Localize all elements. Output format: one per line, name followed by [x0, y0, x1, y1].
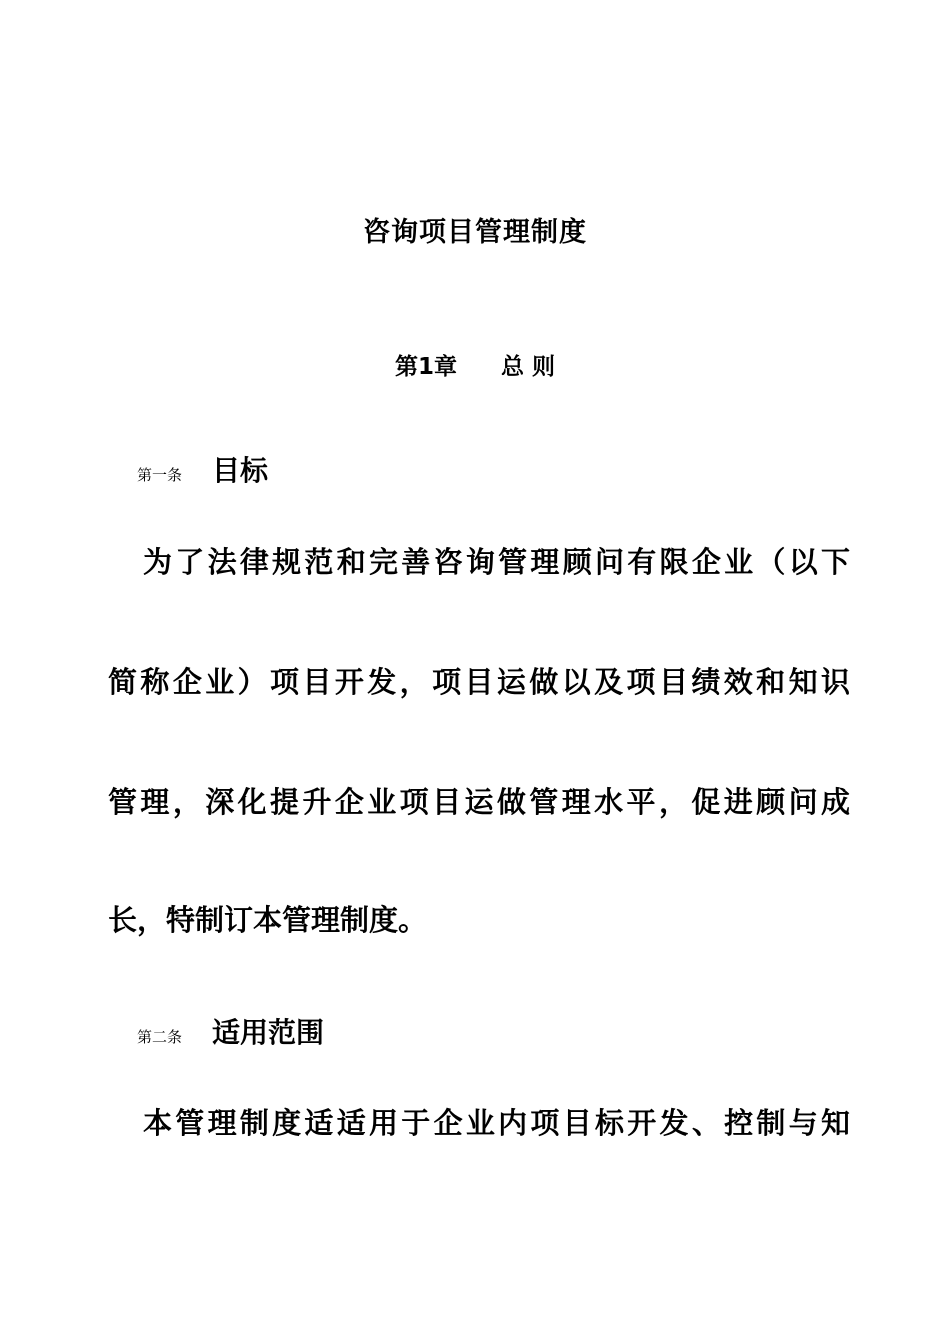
- article-1-title: 目标: [212, 454, 269, 487]
- article-1-line-3: 管理，深化提升企业项目运做管理水平，促进顾问成: [108, 785, 850, 819]
- chapter-heading: [0, 348, 950, 381]
- chapter-number: 第1章: [394, 354, 457, 380]
- article-2-line-1: 本管理制度适适用于企业内项目标开发、控制与知: [143, 1106, 850, 1140]
- article-1-line-2: 简称企业）项目开发，项目运做以及项目绩效和知识: [108, 665, 850, 699]
- article-2-number: 第二条: [137, 1028, 183, 1046]
- article-2-heading: [137, 1011, 324, 1051]
- article-2-title: 适用范围: [212, 1016, 325, 1049]
- article-1-line-1: 为了法律规范和完善咨询管理顾问有限企业（以下: [143, 545, 850, 579]
- article-1-line-4: 长，特制订本管理制度。: [108, 903, 428, 937]
- chapter-name: 总 则: [501, 354, 556, 380]
- article-1-heading: [137, 449, 268, 489]
- document-title: 咨询项目管理制度: [363, 217, 587, 248]
- article-1-number: 第一条: [137, 466, 183, 484]
